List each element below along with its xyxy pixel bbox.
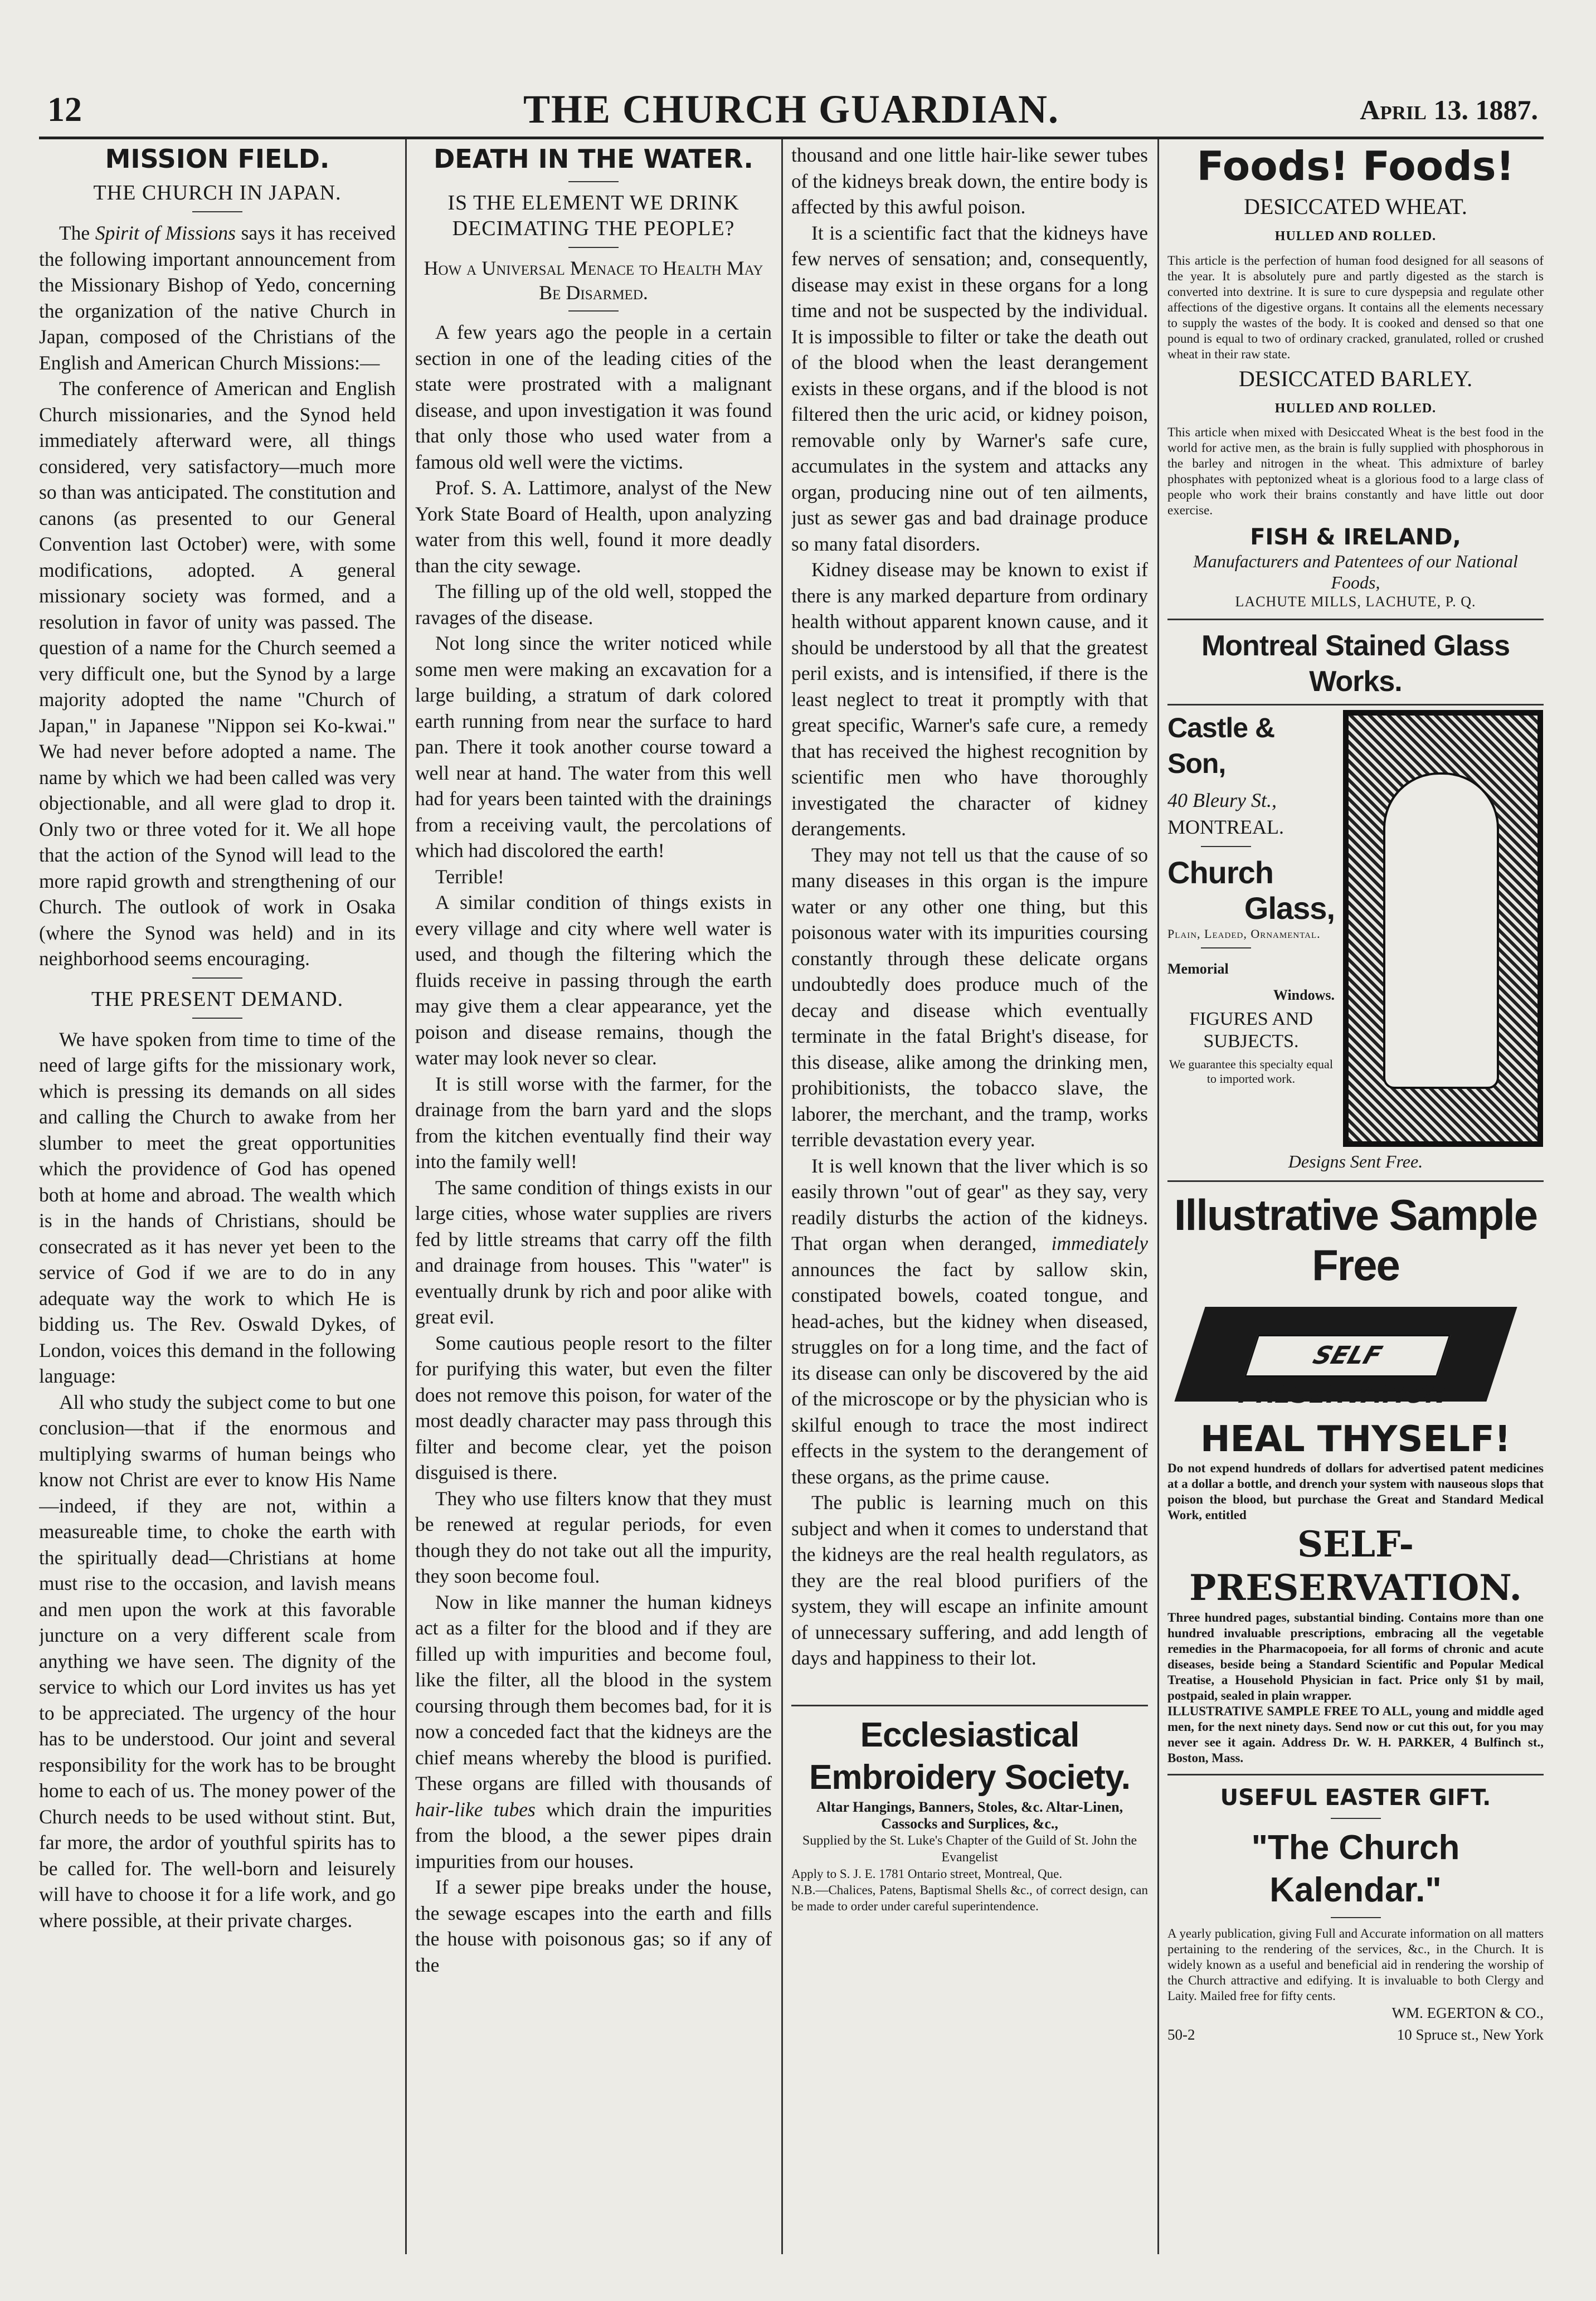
paragraph: It is well known that the liver which is so easily thrown "out of gear" as they say, very readily disturbs the action of the kidneys. That organ when deranged, immediately announces the fact by sallow skin, constipated bowels, coated tongue, and head-aches, but the kidney when diseased, struggles on for a long time, and the fact of its disease can only be discovered by the aid of the microscope or by the physician who is skilful enough to trace the most indirect effects in the system to the derangement of these organs, as the prime cause. xyxy=(791,1154,1148,1488)
divider xyxy=(1167,704,1544,706)
paragraph: They who use filters know that they must be renewed at regular periods, for even though they do not take out all the impurity, they soon become foul. xyxy=(415,1487,772,1587)
embroidery-ad-title: Ecclesiastical Embroidery Society. xyxy=(809,1715,1130,1797)
self-preservation-description: Three hundred pages, substantial binding. Contains more than one hundred invaluable prescriptions, embracing all the vegetable remedies in the Pharmacopoeia, for all forms of chronic and acute diseases, beside being a Standard Scientific and Popular Medical Treatise, a Household Physician in fact. Price only $1 by mail, postpaid, sealed in plain wrapper. xyxy=(1167,1611,1544,1702)
divider xyxy=(568,247,619,248)
divider xyxy=(1331,1818,1381,1819)
ad-code: 50-2 xyxy=(1167,2026,1195,2043)
foods-firm-location: LACHUTE MILLS, LACHUTE, P. Q. xyxy=(1235,594,1476,610)
paragraph: Now in like manner the human kidneys act as a filter for the blood and if they are filled up with impurities and become foul, like the filter, all the blood in the system coursing through them becomes bad, for it is now a conceded fact that the kidneys are the chief means whereby the blood is purified. These organs are filled with thousands of hair-like tubes which drain the impurities from the blood, a the sewer pipes drain impurities from our houses. xyxy=(415,1590,772,1872)
divider xyxy=(1331,1917,1381,1918)
barley-title: DESICCATED BARLEY. xyxy=(1238,366,1473,391)
paragraph: Terrible! xyxy=(435,865,504,888)
divider xyxy=(1167,619,1544,620)
glass-address: 40 Bleury St., xyxy=(1167,789,1277,811)
barley-description: This article when mixed with Desiccated Wheat is the best food in the world for active men, as the brain is fully supplied with phosphorous in the barley and nitrogen in the wheat. This admixture of barley phosphates with peptonized wheat is a glorious food to a large class of people who work their brains constantly and have little out door exercise. xyxy=(1167,425,1544,517)
divider xyxy=(791,1705,1148,1706)
book-illustration xyxy=(1167,1296,1544,1413)
foods-firm-description: Manufacturers and Patentees of our National Foods, xyxy=(1193,551,1518,592)
angel-figure xyxy=(1383,772,1499,1089)
kalendar-publisher: WM. EGERTON & CO., xyxy=(1391,2005,1544,2021)
paragraph: The filling up of the old well, stopped the ravages of the disease. xyxy=(415,580,772,629)
embroidery-supplier: Supplied by the St. Luke's Chapter of the Guild of St. John the Evangelist xyxy=(802,1833,1137,1865)
embroidery-items: Altar Hangings, Banners, Stoles, &c. Altar-Linen, Cassocks and Surplices, &c., xyxy=(816,1798,1123,1832)
column-rule xyxy=(1157,139,1159,2254)
divider xyxy=(192,211,242,212)
column-death-in-water xyxy=(415,142,772,2254)
paragraph: Not long since the writer noticed while some men were making an excavation for a large building, a stratum of dark colored earth running from near the surface to hard pan. There it took another course toward a well near at hand. The water from this well had for years been tainted with the drainings from a receiving vault, the percolations of which had discolored the earth! xyxy=(415,632,772,862)
kalendar-description: A yearly publication, giving Full and Accurate information on all matters pertaining to the rendering of the services, &c., in the Church. It is widely known as a useful and beneficial aid in rendering the worship of the Church attractive and edifying. It is invaluable to both Clergy and Laity. Mailed free for fifty cents. xyxy=(1167,1927,1544,2003)
barley-tag: HULLED AND ROLLED. xyxy=(1274,401,1437,416)
heal-thyself-heading: HEAL THYSELF! xyxy=(1200,1419,1511,1460)
windows-label: Windows. xyxy=(1273,986,1335,1003)
column-advertisements xyxy=(1167,142,1544,2254)
newspaper-page xyxy=(39,84,1544,2257)
divider xyxy=(192,977,242,979)
paragraph: If a sewer pipe breaks under the house, the sewage escapes into the earth and fills the house with poisonous gas; so if any of the xyxy=(415,1876,772,1976)
paragraph: Prof. S. A. Lattimore, analyst of the New York State Board of Health, upon analyzing water from this well, found it more deadly than the city sewage. xyxy=(415,476,772,577)
glass-ad-text xyxy=(1167,710,1335,1086)
paragraph: Some cautious people resort to the filter for purifying this water, but even the filter does not remove this poison, for water of the most deadly character may pass through this filter and become clear, yet the poison disguised is there. xyxy=(415,1331,772,1483)
article-subheading: IS THE ELEMENT WE DRINK DECIMATING THE PEOPLE? xyxy=(447,191,739,240)
wheat-title: DESICCATED WHEAT. xyxy=(1244,194,1467,219)
easter-gift-heading: USEFUL EASTER GIFT. xyxy=(1220,1785,1491,1811)
paragraph: The conference of American and English Church missionaries, and the Synod held immediately afterward were, all things considered, very satisfactory—much more so than was anticipated. The constitution and canons (as presented to our General Convention last October) were, with some modifications, adopted. A general missionary society was formed, and a resolution in favor of unity was passed. The question of a name for the Church seemed a very difficult one, but the Synod by a large majority adopted the name "Church of Japan," in Japanese "Nippon sei Ko-kwai." We had never before adopted a name. The name by which we had been called was very objectionable, and all were glad to drop it. Only two or three voted for it. We all hope that the action of the Synod will lead to the more rapid growth and strengthening of our Church. The outlook of work in Osaka (where the Synod was held) and in its neighborhood seems encouraging. xyxy=(39,377,396,970)
paragraph: The same condition of things exists in our large cities, whose water supplies are rivers fed by little streams that carry off the filth and drainage from houses. This "water" is eventually drunk by rich and poor alike with great evil. xyxy=(415,1176,772,1328)
embroidery-address: Apply to S. J. E. 1781 Ontario street, Montreal, Que. xyxy=(791,1866,1063,1881)
column-continued-article xyxy=(791,142,1148,2254)
kalendar-footer xyxy=(1167,2022,1544,2048)
issue-date: April 13. 1887. xyxy=(1360,94,1538,125)
divider xyxy=(1167,1180,1544,1182)
kalendar-title: "The Church Kalendar." xyxy=(1251,1828,1460,1909)
glass-glass-label: Glass, xyxy=(1244,891,1335,926)
paragraph: thousand and one little hair-like sewer tubes of the kidneys break down, the entire body is affected by this awful poison. xyxy=(791,144,1148,218)
paragraph: It is still worse with the farmer, for the drainage from the barn yard and the slops from the kitchen eventually find their way into the family well! xyxy=(415,1072,772,1173)
memorial-label: Memorial xyxy=(1167,961,1229,977)
embroidery-note: N.B.—Chalices, Patens, Baptismal Shells &c., of correct design, can be made to order under careful superintendence. xyxy=(791,1882,1148,1913)
self-preservation-offer: ILLUSTRATIVE SAMPLE FREE TO ALL, young and middle aged men, for the next ninety days. Send now or cut this out, for you may never see it again. Address Dr. W. H. PARKER, 4 Bulfinch st., Boston, Mass. xyxy=(1167,1704,1544,1765)
foods-ad-title: Foods! Foods! xyxy=(1196,143,1515,189)
column-rule xyxy=(405,139,407,2254)
page-number: 12 xyxy=(47,91,82,129)
column-rule xyxy=(781,139,783,2254)
paragraph: The public is learning much on this subject and when it comes to understand that the kidneys are the real health regulators, as they are the real blood purifiers of the system, they will escape an infinite amount of unnecessary suffering, and add length of days and happiness to their lot. xyxy=(791,1491,1148,1669)
wheat-tag: HULLED AND ROLLED. xyxy=(1274,229,1437,244)
divider xyxy=(192,1018,242,1019)
figures-label: FIGURES AND SUBJECTS. xyxy=(1189,1009,1313,1052)
divider xyxy=(1201,947,1251,948)
glass-types: Plain, Leaded, Ornamental. xyxy=(1167,927,1321,941)
masthead xyxy=(39,84,1544,139)
paragraph: A similar condition of things exists in every village and city where well water is used, and though the filtering which the fluids receive in passing through the earth may give them a clear appearance, yet the poison and disease remains, though the water may look never so clear. xyxy=(415,891,772,1069)
divider xyxy=(1201,846,1251,847)
divider xyxy=(1167,1774,1544,1775)
book-label: SELF PRESERVATION xyxy=(1244,1335,1451,1377)
paragraph: Kidney disease may be known to exist if there is any marked departure from ordinary health without apparent known cause, and it should be understood by all that the greatest peril exists, and is intensified, if there is the least neglect to treat it promptly with that great specific, Warner's safe cure, a remedy that has received the highest recognition by scientific men who have thoroughly investigated the character of kidney derangements. xyxy=(791,558,1148,840)
self-preservation-title: SELF-PRESERVATION. xyxy=(1189,1524,1522,1609)
glass-firm-name: Castle & Son, xyxy=(1167,712,1275,779)
heal-description: Do not expend hundreds of dollars for advertised patent medicines at a dollar a bottle, and drench your system with nauseous slops that poison the blood, but purchase the Great and Standard Medical Work, entitled xyxy=(1167,1461,1544,1522)
newspaper-title: THE CHURCH GUARDIAN. xyxy=(523,87,1060,132)
glass-city: MONTREAL. xyxy=(1167,816,1284,838)
kalendar-address: 10 Spruce st., New York xyxy=(1396,2026,1544,2043)
column-mission-field xyxy=(39,142,396,2254)
paragraph: All who study the subject come to but one conclusion—that if the enormous and multiplying swarms of human beings who know not Christ are ever to know His Name—indeed, if they are not, within a measureable time, to choke the earth with the spiritually dead—Christians at home must rise to the occasion, and lavish means and men upon the work at this favorable juncture on a very different scale from anything we have seen. The dignity of the service to which our Lord invites us has yet to be appreciated. The urgency of the hour has to be understood. Our joint and several responsibility for the work has to be brought home to each of us. The money power of the Church needs to be used without stint. But, far more, the ardor of youthful spirits has to be called for. The well-born and leisurely will have to choose it for a life work, and go where possible, at their private charges. xyxy=(39,1390,396,1932)
paragraph: It is a scientific fact that the kidneys have few nerves of sensation; and, consequently, disease may exist in these organs for a long time and not be suspected by the individual. It is impossible to filter or take the death out of the blood when the least derangement exists in these organs, and if the blood is not filtered then the uric acid, or kidney poison, removable only by Warner's safe cure, accumulates in the system and attacks any organ, producing nine out of ten ailments, just as sewer gas and bad drainage produce so many fatal disorders. xyxy=(791,221,1148,555)
glass-guarantee: We guarantee this specialty equal to imported work. xyxy=(1169,1057,1333,1086)
section-heading: MISSION FIELD. xyxy=(105,144,330,174)
divider xyxy=(568,310,619,312)
article-title: THE PRESENT DEMAND. xyxy=(91,987,344,1011)
glass-works-title: Montreal Stained Glass Works. xyxy=(1201,630,1510,698)
article-heading: DEATH IN THE WATER. xyxy=(434,144,753,174)
paragraph: We have spoken from time to time of the need of large gifts for the missionary work, which is pressing its demands on all sides and calling the Church to awake from her slumber to meet the great opportunities which the providence of God has opened both at home and abroad. The wealth which is in the hands of Christians, should be consecrated as it has never yet been to the service of God if we are to do in any adequate way the work to which He is bidding us. The Rev. Oswald Dykes, of London, voices this demand in the following language: xyxy=(39,1028,396,1387)
glass-church-label: Church xyxy=(1167,855,1273,890)
article-title: THE CHURCH IN JAPAN. xyxy=(93,181,342,205)
divider xyxy=(568,181,619,182)
article-deck: How a Universal Menace to Health May Be Disarmed. xyxy=(424,257,763,304)
paragraph: They may not tell us that the cause of so many diseases in this organ is the impure water or any other one thing, but this poisonous water with its impurities coursing constantly through these delicate organs undoubtedly does produce much of the decay and disease which eventually terminate in the fatal Bright's disease, for this disease, alike among the drinking men, prohibitionists, the tobacco slave, the laborer, the merchant, and the tramp, works terrible devastation every year. xyxy=(791,843,1148,1151)
glass-designs: Designs Sent Free. xyxy=(1288,1151,1423,1171)
glass-ad-box xyxy=(1167,710,1544,1150)
wheat-description: This article is the perfection of human food designed for all seasons of the year. It is absolutely pure and partly digested as the starch is converted into dextrine. It is sure to cure dyspepsia and regulate other affections of the digestive organs. It contains all the elements necessary to supply the wastes of the body. It is cooked and densed so that one pound is equal to two of ordinary cracked, granulated, rolled or crushed wheat in their raw state. xyxy=(1167,253,1544,361)
foods-firm: FISH & IRELAND, xyxy=(1250,524,1461,550)
stained-glass-illustration xyxy=(1343,710,1543,1147)
paragraph: A few years ago the people in a certain section in one of the leading cities of the state were prostrated with a malignant disease, and upon investigation it was found that only those who used water from a famous old well were the victims. xyxy=(415,321,772,473)
sample-free-banner: Illustrative Sample Free xyxy=(1174,1190,1537,1290)
paragraph: The Spirit of Missions says it has received the following important announcement from the Missionary Bishop of Yedo, concerning the organization of the native Church in Japan, composed of the Christians of the English and American Church Missions:— xyxy=(39,222,396,374)
